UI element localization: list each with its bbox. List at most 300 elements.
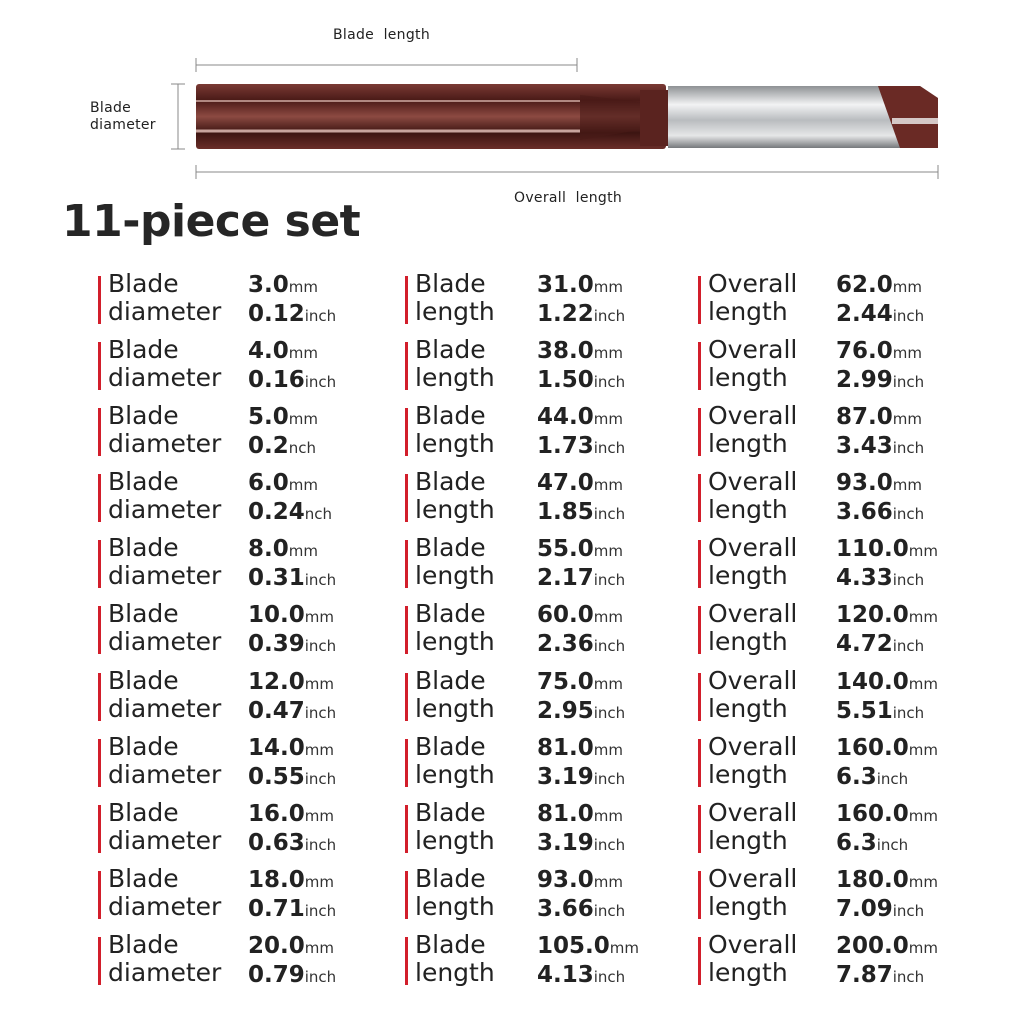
spec-values — [836, 931, 938, 989]
inch-unit: inch — [892, 373, 925, 392]
mm-unit: mm — [593, 674, 623, 693]
imperial-value-line — [836, 960, 938, 989]
reamer-blade — [196, 84, 670, 149]
spec-values — [248, 931, 336, 989]
inch-value: 0.79 — [248, 961, 305, 988]
inch-unit: inch — [593, 637, 626, 656]
metric-value-line — [836, 667, 938, 696]
mm-value: 38.0 — [537, 338, 594, 365]
spec-row — [405, 865, 725, 923]
mm-value: 93.0 — [537, 866, 594, 893]
mm-unit: mm — [593, 476, 623, 495]
imperial-value-line — [248, 497, 332, 526]
mm-value: 120.0 — [836, 602, 909, 629]
spec-row — [98, 931, 418, 989]
inch-value: 2.99 — [836, 367, 893, 394]
inch-unit: inch — [304, 373, 337, 392]
metric-value-line — [836, 931, 938, 960]
spec-row — [98, 336, 418, 394]
spec-label: Blade length — [415, 665, 495, 723]
spec-values — [248, 468, 332, 526]
inch-unit: inch — [593, 835, 626, 854]
imperial-value-line — [537, 431, 625, 460]
inch-unit: inch — [892, 901, 925, 920]
metric-value-line — [537, 270, 625, 299]
metric-value-line — [836, 402, 924, 431]
spec-row — [698, 336, 1018, 394]
mm-value: 6.0 — [248, 470, 289, 497]
mm-value: 160.0 — [836, 800, 909, 827]
imperial-value-line — [836, 762, 938, 791]
inch-unit: inch — [892, 967, 925, 986]
mm-unit: mm — [304, 740, 334, 759]
inch-value: 0.47 — [248, 697, 305, 724]
spec-values — [248, 865, 336, 923]
inch-value: 7.09 — [836, 895, 893, 922]
imperial-value-line — [248, 894, 336, 923]
accent-bar — [405, 474, 408, 522]
spec-label: Overall length — [708, 401, 798, 459]
inch-value: 0.16 — [248, 367, 305, 394]
spec-label: Blade diameter — [108, 467, 222, 525]
inch-value: 3.66 — [537, 895, 594, 922]
spec-values — [537, 865, 625, 923]
spec-values — [537, 733, 625, 791]
spec-row — [98, 270, 418, 328]
spec-row — [405, 270, 725, 328]
spec-values — [537, 468, 625, 526]
spec-label: Overall length — [708, 731, 798, 789]
spec-row — [405, 667, 725, 725]
mm-value: 31.0 — [537, 272, 594, 298]
spec-label: Overall length — [708, 335, 798, 393]
imperial-value-line — [836, 365, 924, 394]
mm-unit: mm — [288, 542, 318, 561]
metric-value-line — [537, 733, 625, 762]
metric-value-line — [248, 534, 336, 563]
mm-value: 200.0 — [836, 932, 909, 959]
inch-unit: inch — [304, 835, 337, 854]
mm-unit: mm — [593, 806, 623, 825]
inch-unit: inch — [593, 967, 626, 986]
inch-unit: inch — [892, 637, 925, 656]
metric-value-line — [248, 336, 336, 365]
spec-row — [98, 865, 418, 923]
blade-diameter-column — [98, 270, 418, 997]
accent-bar — [98, 606, 101, 654]
spec-values — [836, 600, 938, 658]
accent-bar — [98, 805, 101, 853]
blade-length-label: Blade length — [333, 27, 430, 43]
metric-value-line — [537, 799, 625, 828]
mm-unit: mm — [304, 872, 334, 891]
inch-value: 0.55 — [248, 763, 305, 790]
metric-value-line — [248, 733, 336, 762]
spec-label: Blade diameter — [108, 533, 222, 591]
spec-row — [98, 733, 418, 791]
metric-value-line — [248, 931, 336, 960]
mm-unit: mm — [892, 344, 922, 363]
spec-row — [98, 667, 418, 725]
mm-unit: mm — [304, 608, 334, 627]
spec-row — [698, 600, 1018, 658]
inch-value: 7.87 — [836, 961, 893, 988]
spec-values — [537, 402, 625, 460]
imperial-value-line — [537, 563, 625, 592]
mm-value: 60.0 — [537, 602, 594, 629]
spec-values — [836, 733, 938, 791]
mm-value: 8.0 — [248, 536, 289, 563]
imperial-value-line — [836, 299, 924, 328]
imperial-value-line — [836, 563, 938, 592]
accent-bar — [98, 739, 101, 787]
spec-label: Blade length — [415, 863, 495, 921]
imperial-value-line — [537, 299, 625, 328]
accent-bar — [98, 342, 101, 390]
inch-value: 0.71 — [248, 895, 305, 922]
blade-length-dimension — [196, 58, 577, 72]
spec-values — [836, 402, 924, 460]
accent-bar — [405, 673, 408, 721]
inch-value: 0.12 — [248, 301, 305, 327]
mm-unit: mm — [593, 278, 623, 296]
mm-value: 81.0 — [537, 800, 594, 827]
spec-row — [98, 534, 418, 592]
mm-unit: mm — [304, 806, 334, 825]
spec-label: Blade length — [415, 467, 495, 525]
imperial-value-line — [836, 696, 938, 725]
overall-length-column — [698, 270, 1018, 997]
spec-label: Overall length — [708, 599, 798, 657]
spec-label: Blade diameter — [108, 665, 222, 723]
accent-bar — [698, 871, 701, 919]
spec-label: Overall length — [708, 269, 798, 326]
inch-value: 0.39 — [248, 631, 305, 658]
mm-unit: mm — [593, 740, 623, 759]
accent-bar — [405, 606, 408, 654]
imperial-value-line — [836, 497, 924, 526]
mm-value: 180.0 — [836, 866, 909, 893]
spec-values — [248, 733, 336, 791]
spec-label: Blade diameter — [108, 863, 222, 921]
mm-unit: mm — [593, 410, 623, 429]
spec-label: Overall length — [708, 863, 798, 921]
blade-length-column — [405, 270, 725, 997]
metric-value-line — [836, 733, 938, 762]
mm-unit: mm — [892, 476, 922, 495]
spec-values — [248, 667, 336, 725]
accent-bar — [405, 937, 408, 985]
inch-value: 3.43 — [836, 433, 893, 460]
accent-bar — [698, 408, 701, 456]
inch-value: 2.95 — [537, 697, 594, 724]
spec-row — [405, 733, 725, 791]
spec-row — [98, 600, 418, 658]
spec-values — [836, 667, 938, 725]
mm-value: 81.0 — [537, 734, 594, 761]
mm-unit: mm — [304, 674, 334, 693]
spec-values — [836, 534, 938, 592]
mm-value: 93.0 — [836, 470, 893, 497]
imperial-value-line — [248, 960, 336, 989]
spec-label: Blade length — [415, 797, 495, 855]
spec-label: Overall length — [708, 929, 798, 987]
mm-unit: mm — [908, 740, 938, 759]
mm-value: 76.0 — [836, 338, 893, 365]
imperial-value-line — [836, 894, 938, 923]
mm-value: 14.0 — [248, 734, 305, 761]
spec-row — [698, 534, 1018, 592]
imperial-value-line — [836, 828, 938, 857]
spec-values — [836, 468, 924, 526]
mm-value: 62.0 — [836, 272, 893, 298]
metric-value-line — [537, 931, 639, 960]
mm-value: 75.0 — [537, 668, 594, 695]
mm-unit: mm — [908, 806, 938, 825]
accent-bar — [98, 673, 101, 721]
inch-value: 1.85 — [537, 499, 594, 526]
spec-row — [405, 799, 725, 857]
inch-unit: inch — [304, 703, 337, 722]
imperial-value-line — [248, 299, 336, 328]
spec-row — [405, 600, 725, 658]
accent-bar — [698, 805, 701, 853]
spec-label: Overall length — [708, 467, 798, 525]
inch-unit: inch — [593, 901, 626, 920]
inch-unit: inch — [593, 769, 626, 788]
metric-value-line — [248, 600, 336, 629]
metric-value-line — [836, 468, 924, 497]
mm-unit: mm — [288, 344, 318, 363]
spec-values — [248, 402, 318, 460]
inch-value: 3.66 — [836, 499, 893, 526]
accent-bar — [98, 474, 101, 522]
spec-row — [405, 402, 725, 460]
inch-value: 0.63 — [248, 829, 305, 856]
spec-values — [836, 799, 938, 857]
mm-unit: mm — [593, 542, 623, 561]
spec-row — [698, 865, 1018, 923]
spec-row — [405, 468, 725, 526]
spec-values — [248, 270, 336, 328]
metric-value-line — [836, 600, 938, 629]
imperial-value-line — [248, 828, 336, 857]
spec-row — [98, 799, 418, 857]
overall-length-label: Overall length — [514, 190, 623, 206]
metric-value-line — [537, 667, 625, 696]
metric-value-line — [248, 865, 336, 894]
set-title: 11-piece set — [62, 196, 361, 247]
spec-label: Blade length — [415, 533, 495, 591]
spec-label: Blade length — [415, 335, 495, 393]
inch-unit: inch — [304, 967, 337, 986]
metric-value-line — [248, 270, 336, 299]
inch-value: 1.50 — [537, 367, 594, 394]
inch-value: 2.17 — [537, 565, 594, 592]
inch-unit: inch — [876, 835, 909, 854]
metric-value-line — [248, 799, 336, 828]
spec-label: Overall length — [708, 797, 798, 855]
inch-unit: inch — [892, 439, 925, 458]
inch-value: 4.33 — [836, 565, 893, 592]
spec-values — [537, 336, 625, 394]
inch-value: 0.2 — [248, 433, 289, 460]
inch-value: 6.3 — [836, 763, 877, 790]
accent-bar — [405, 408, 408, 456]
mm-value: 10.0 — [248, 602, 305, 629]
spec-label: Blade length — [415, 269, 495, 326]
imperial-value-line — [537, 894, 625, 923]
imperial-value-line — [248, 431, 318, 460]
imperial-value-line — [537, 629, 625, 658]
spec-row — [698, 931, 1018, 989]
spec-values — [836, 270, 924, 328]
mm-value: 87.0 — [836, 404, 893, 431]
spec-values — [537, 534, 625, 592]
spec-row — [698, 667, 1018, 725]
imperial-value-line — [537, 828, 625, 857]
spec-label: Blade length — [415, 599, 495, 657]
accent-bar — [698, 937, 701, 985]
imperial-value-line — [248, 696, 336, 725]
inch-unit: inch — [892, 307, 925, 325]
metric-value-line — [537, 534, 625, 563]
accent-bar — [405, 342, 408, 390]
inch-unit: inch — [593, 439, 626, 458]
mm-unit: mm — [892, 278, 922, 296]
spec-label: Overall length — [708, 665, 798, 723]
imperial-value-line — [537, 365, 625, 394]
mm-unit: mm — [593, 872, 623, 891]
mm-unit: mm — [288, 476, 318, 495]
inch-value: 3.19 — [537, 763, 594, 790]
spec-label: Blade diameter — [108, 269, 222, 326]
mm-value: 110.0 — [836, 536, 909, 563]
mm-unit: mm — [908, 938, 938, 957]
imperial-value-line — [537, 960, 639, 989]
spec-label: Blade length — [415, 731, 495, 789]
inch-unit: inch — [892, 571, 925, 590]
inch-value: 5.51 — [836, 697, 893, 724]
spec-row — [698, 402, 1018, 460]
inch-value: 1.73 — [537, 433, 594, 460]
mm-unit: mm — [288, 278, 318, 296]
metric-value-line — [537, 468, 625, 497]
spec-row — [405, 336, 725, 394]
accent-bar — [98, 871, 101, 919]
accent-bar — [405, 276, 408, 324]
metric-value-line — [836, 534, 938, 563]
inch-unit: inch — [876, 769, 909, 788]
inch-unit: inch — [593, 505, 626, 524]
inch-unit: inch — [593, 703, 626, 722]
spec-label: Overall length — [708, 533, 798, 591]
spec-label: Blade length — [415, 401, 495, 459]
mm-unit: mm — [908, 872, 938, 891]
spec-values — [537, 667, 625, 725]
mm-value: 3.0 — [248, 272, 289, 298]
inch-unit: inch — [304, 571, 337, 590]
spec-values — [248, 534, 336, 592]
mm-unit: mm — [892, 410, 922, 429]
mm-unit: mm — [908, 608, 938, 627]
metric-value-line — [248, 402, 318, 431]
metric-value-line — [248, 468, 332, 497]
inch-value: 3.19 — [537, 829, 594, 856]
imperial-value-line — [836, 629, 938, 658]
accent-bar — [698, 606, 701, 654]
inch-value: 1.22 — [537, 301, 594, 327]
inch-unit: nch — [288, 439, 317, 458]
imperial-value-line — [248, 563, 336, 592]
spec-row — [98, 402, 418, 460]
inch-unit: inch — [892, 703, 925, 722]
spec-label: Blade diameter — [108, 929, 222, 987]
accent-bar — [698, 673, 701, 721]
mm-value: 44.0 — [537, 404, 594, 431]
spec-label: Blade diameter — [108, 335, 222, 393]
blade-diameter-dimension — [171, 84, 185, 149]
spec-values — [836, 336, 924, 394]
mm-value: 160.0 — [836, 734, 909, 761]
spec-row — [698, 799, 1018, 857]
inch-unit: inch — [593, 373, 626, 392]
mm-value: 105.0 — [537, 932, 610, 959]
accent-bar — [698, 342, 701, 390]
inch-unit: nch — [304, 505, 333, 524]
accent-bar — [698, 276, 701, 324]
metric-value-line — [248, 667, 336, 696]
accent-bar — [405, 805, 408, 853]
spec-values — [537, 799, 625, 857]
inch-unit: inch — [304, 769, 337, 788]
metric-value-line — [537, 600, 625, 629]
inch-unit: inch — [304, 901, 337, 920]
accent-bar — [405, 540, 408, 588]
spec-values — [248, 336, 336, 394]
mm-value: 5.0 — [248, 404, 289, 431]
imperial-value-line — [248, 629, 336, 658]
accent-bar — [98, 408, 101, 456]
mm-value: 12.0 — [248, 668, 305, 695]
mm-unit: mm — [908, 542, 938, 561]
mm-value: 18.0 — [248, 866, 305, 893]
blade-diameter-label: Blade diameter — [90, 100, 156, 133]
spec-row — [98, 468, 418, 526]
accent-bar — [698, 540, 701, 588]
spec-label: Blade diameter — [108, 731, 222, 789]
spec-values — [836, 865, 938, 923]
accent-bar — [98, 276, 101, 324]
mm-value: 4.0 — [248, 338, 289, 365]
accent-bar — [405, 871, 408, 919]
metric-value-line — [836, 799, 938, 828]
inch-value: 6.3 — [836, 829, 877, 856]
metric-value-line — [537, 402, 625, 431]
spec-label: Blade diameter — [108, 599, 222, 657]
reamer-diagram — [0, 0, 1024, 210]
mm-value: 140.0 — [836, 668, 909, 695]
imperial-value-line — [248, 762, 336, 791]
imperial-value-line — [836, 431, 924, 460]
mm-value: 16.0 — [248, 800, 305, 827]
inch-value: 2.36 — [537, 631, 594, 658]
spec-row — [405, 534, 725, 592]
spec-values — [537, 600, 625, 658]
mm-unit: mm — [593, 344, 623, 363]
inch-unit: inch — [593, 307, 626, 325]
metric-value-line — [836, 336, 924, 365]
